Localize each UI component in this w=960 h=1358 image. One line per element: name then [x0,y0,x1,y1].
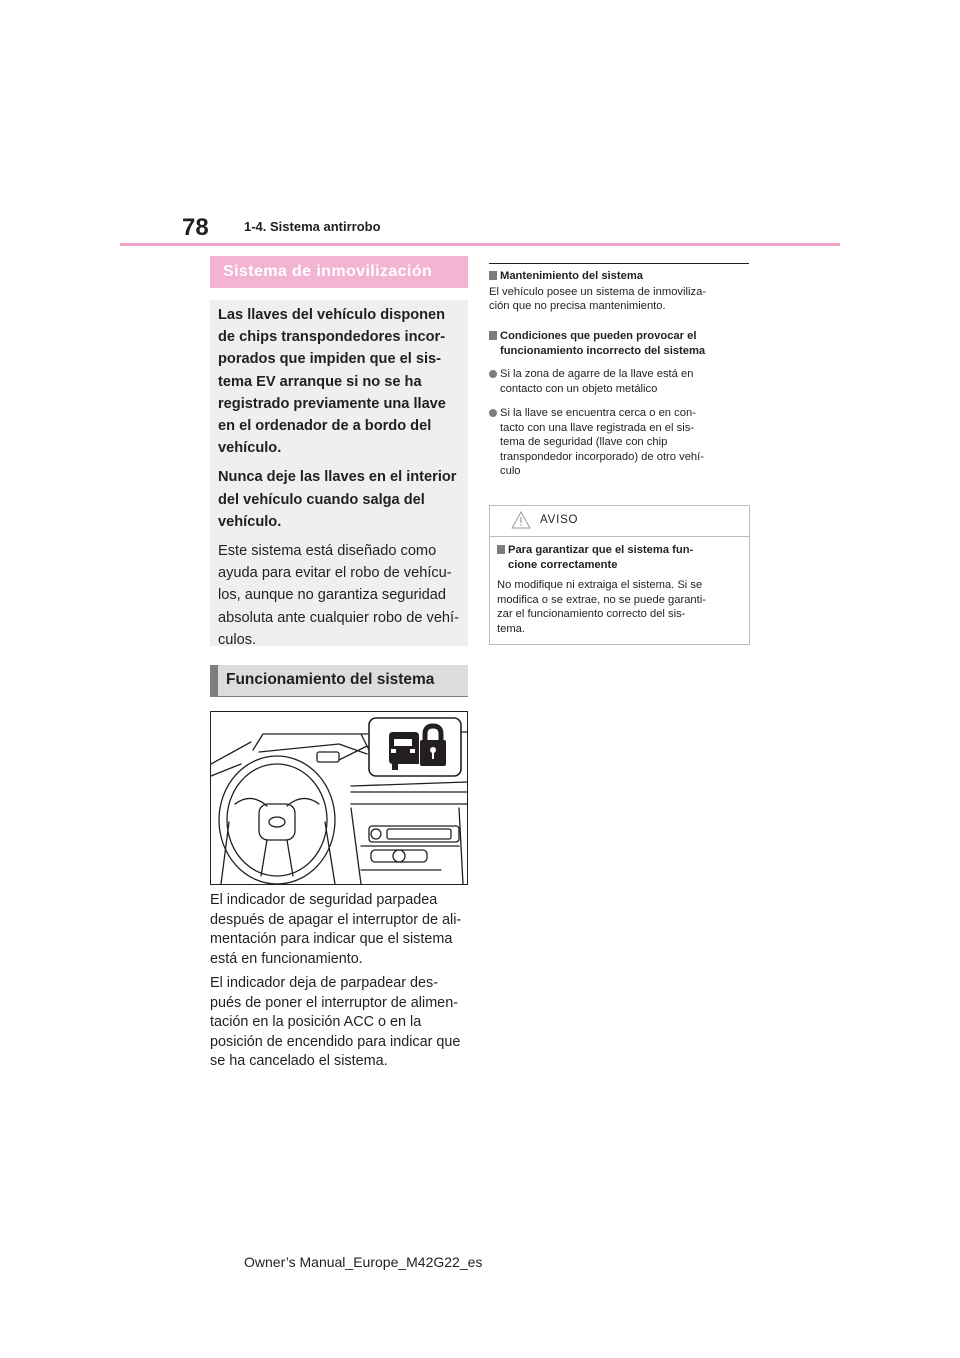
bullet-other-key [489,406,749,479]
right-column-divider [489,263,749,264]
warning-title: AVISO [540,514,579,526]
operation-paragraph-2: El indicador deja de parpadear des- pués de poner el interruptor de alimen- tación en la posición ACC o en la posición de encendido para indicar que se ha cancelado el sistema. [210,975,461,1069]
header-divider [120,243,840,246]
section-title: 1-4. Sistema antirrobo [244,219,381,234]
operation-paragraph-1: El indicador de seguridad parpadea después de apagar el interruptor de ali- mentación para indicar que el sistema está en funcionamiento. [210,892,462,967]
page-number: 78 [182,214,209,241]
warning-box-header [490,506,749,537]
dashboard-illustration [210,711,468,885]
bullet-metal-contact [489,367,749,396]
warning-heading: Para garantizar que el sistema fun- cione correctamente [497,543,745,572]
footer-manual-id: Owner’s Manual_Europe_M42G22_es [244,1254,483,1270]
warning-paragraph: Nunca deje las llaves en el interior del vehículo cuando salga del vehículo. [218,469,457,530]
maintenance-heading: Mantenimiento del sistema [489,269,749,284]
warning-content [497,543,745,636]
conditions-heading: Condiciones que pueden provocar el funcionamiento incorrecto del sistema [489,329,749,358]
note-paragraph: Este sistema está diseñado como ayuda para evitar el robo de vehícu- los, aunque no garantiza seguridad absoluta ante cualquier robo de vehí- culos. [218,543,459,648]
warning-text: No modifique ni extraiga el sistema. Si se modifica o se extrae, no se puede garanti- zar el funcionamiento correcto del sis- tema. [497,579,706,635]
heading-immobilizer: Sistema de inmovilización [210,256,468,288]
warning-box [489,505,750,645]
heading-operation: Funcionamiento del sistema [210,665,468,697]
intro-paragraph: Las llaves del vehículo disponen de chips transpondedores incor- porados que impiden que el sis- tema EV arranque si no se ha registrado previamente una llave en el ordenador de a bordo del vehículo. [218,307,446,457]
warning-triangle-icon [511,511,531,529]
list-item: Si la zona de agarre de la llave está en contacto con un objeto metálico [489,367,749,396]
list-item: Si la llave se encuentra cerca o en con- tacto con una llave registrada en el sis- tema de seguridad (llave con chip transpondedor incorporado) de otro vehí- culo [489,406,749,479]
maintenance-section [489,269,749,314]
dashboard-drawing [211,712,467,884]
conditions-section [489,329,749,358]
intro-box [210,300,468,646]
maintenance-text: El vehículo posee un sistema de inmoviliza- ción que no precisa mantenimiento. [489,285,707,312]
